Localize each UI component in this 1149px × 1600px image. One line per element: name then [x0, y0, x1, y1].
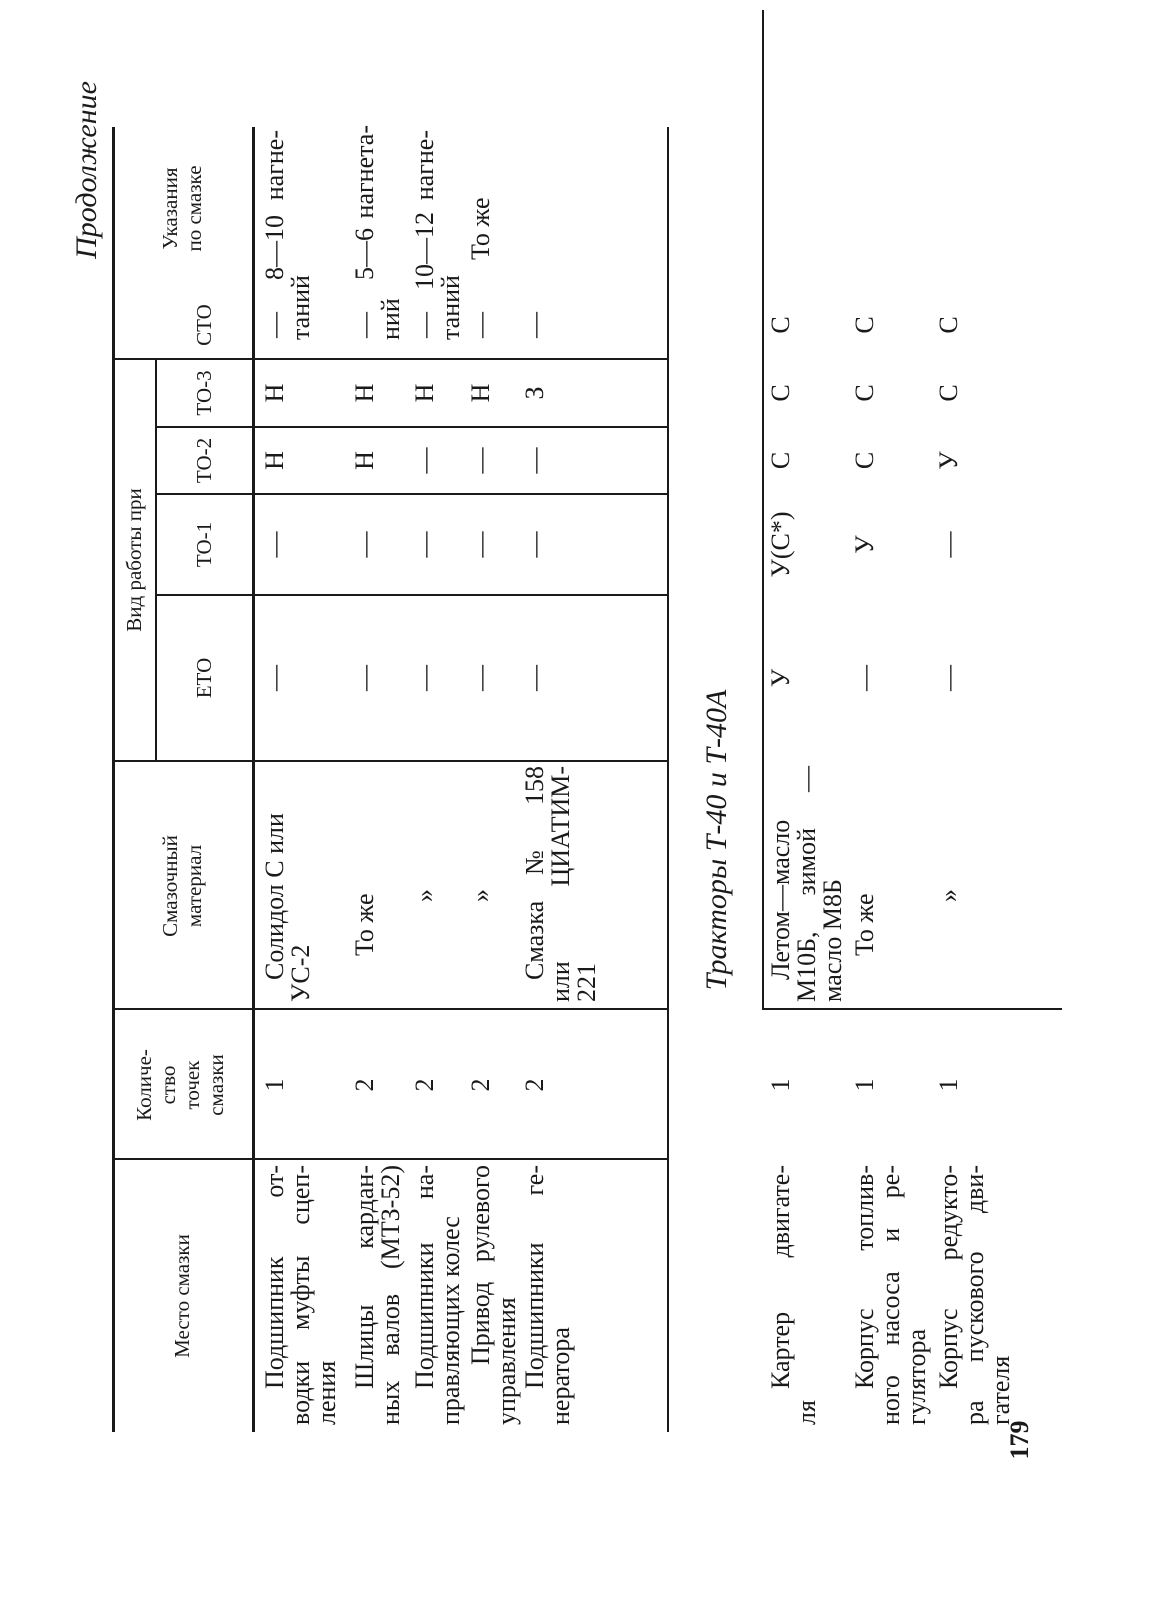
bottom-row-1-sto: С	[766, 316, 795, 334]
section-title: Тракторы Т-40 и Т-40А	[700, 689, 733, 991]
continuation-label: Продолжение	[70, 81, 103, 259]
header-notes: Указания по смазке	[158, 165, 206, 252]
table-top-rule	[112, 127, 115, 1432]
header-count: Количе- ство точек смазки	[132, 1049, 228, 1121]
row-5-eto: —	[520, 665, 549, 691]
row-5-to2: —	[520, 447, 549, 474]
bottom-row-1-to1: У(С*)	[766, 511, 795, 578]
bottom-row-1-place: Картер двигате- ля	[766, 1165, 821, 1425]
bottom-row-2-to1: У	[850, 535, 879, 554]
bottom-row-1-to2: С	[766, 451, 795, 470]
row-2-to1: —	[350, 531, 379, 558]
row-3-eto: —	[410, 665, 439, 691]
bottom-col-divider-1	[762, 1008, 1062, 1010]
row-3-place: Подшипники на- правляющих колес	[410, 1165, 465, 1425]
bottom-row-3-sto: С	[934, 316, 963, 334]
row-5-count: 2	[520, 1078, 549, 1092]
row-4-to3: Н	[466, 383, 495, 403]
page-number: 179	[1005, 1420, 1034, 1460]
bottom-row-3-count: 1	[934, 1078, 963, 1092]
bottom-row-3-material: »	[934, 889, 963, 902]
col-divider-6	[155, 426, 667, 428]
row-1-to1: —	[260, 531, 289, 558]
row-3-to3: Н	[410, 383, 439, 403]
bottom-row-3-to1: —	[934, 531, 963, 558]
header-sto: СТО	[192, 304, 216, 346]
bottom-row-3-place: Корпус редукто- ра пускового дви- гателя	[934, 1165, 1015, 1425]
row-4-to1: —	[466, 531, 495, 558]
header-to1: ТО-1	[192, 521, 216, 568]
row-3-note: 10—12 нагне- таний	[410, 130, 465, 340]
row-5-to1: —	[520, 531, 549, 558]
row-4-count: 2	[466, 1078, 495, 1092]
row-5-sto: —	[520, 312, 549, 338]
bottom-row-2-material: То же	[850, 893, 879, 956]
col-divider-3	[112, 760, 667, 762]
row-1-sto: —	[260, 312, 289, 338]
row-2-note: 5—6 нагнета- ний	[350, 125, 405, 340]
row-5-place: Подшипники ге- нератора	[520, 1165, 575, 1425]
row-1-eto: —	[260, 665, 289, 691]
row-2-to3: Н	[350, 383, 379, 403]
col-divider-1	[112, 1158, 667, 1160]
bottom-row-3-to3: С	[934, 384, 963, 402]
header-bottom-rule	[252, 127, 255, 1432]
bottom-row-2-sto: С	[850, 316, 879, 334]
col-divider-4	[155, 594, 667, 596]
row-1-note: 8—10 нагне- таний	[260, 130, 315, 340]
header-eto: ЕТО	[192, 657, 216, 699]
header-work-type: Вид работы при	[122, 488, 146, 632]
row-1-material: Солидол С или УС-2	[260, 813, 315, 1002]
bottom-row-2-eto: —	[850, 665, 879, 691]
bottom-row-1-count: 1	[766, 1078, 795, 1092]
bottom-row-2-place: Корпус топлив- ного насоса и ре- гулятора	[850, 1165, 931, 1425]
row-1-place: Подшипник от- водки муфты сцеп- ления	[260, 1165, 341, 1425]
row-4-sto: —	[466, 312, 495, 338]
bottom-row-1-to3: С	[766, 384, 795, 402]
row-4-place: Привод рулевого управления	[466, 1165, 521, 1425]
row-4-to2: —	[466, 447, 495, 474]
row-5-to3: З	[520, 386, 549, 400]
row-2-to2: Н	[350, 451, 379, 470]
row-3-to1: —	[410, 531, 439, 558]
row-2-material: То же	[350, 893, 379, 956]
header-place: Место смазки	[170, 1234, 194, 1358]
header-to2: ТО-2	[192, 437, 216, 484]
bottom-row-2-to3: С	[850, 384, 879, 402]
row-3-count: 2	[410, 1078, 439, 1092]
row-2-eto: —	[350, 665, 379, 691]
row-1-count: 1	[260, 1078, 289, 1092]
top-table-bottom-rule	[667, 127, 669, 1432]
row-1-to3: Н	[260, 383, 289, 403]
col-divider-5	[155, 493, 667, 495]
bottom-table-top-rule	[762, 10, 764, 1010]
row-4-note: То же	[466, 197, 495, 260]
bottom-row-2-count: 1	[850, 1078, 879, 1092]
row-3-sto: —	[410, 312, 439, 338]
header-material: Смазочный материал	[158, 835, 206, 937]
row-5-material: Смазка № 158 или ЦИАТИМ- 221	[520, 766, 601, 1002]
row-2-sto: —	[350, 312, 379, 338]
bottom-row-2-to2: С	[850, 451, 879, 470]
bottom-row-1-eto: У	[766, 668, 795, 688]
row-4-eto: —	[466, 665, 495, 691]
col-divider-2	[112, 1008, 667, 1010]
row-3-to2: —	[410, 447, 439, 474]
header-to3: ТО-3	[192, 370, 216, 416]
row-3-material: »	[410, 889, 439, 902]
row-2-count: 2	[350, 1078, 379, 1092]
bottom-row-3-eto: —	[934, 665, 963, 691]
work-type-rule	[155, 360, 157, 760]
row-2-place: Шлицы кардан- ных валов (МТЗ-52)	[350, 1165, 405, 1425]
bottom-row-1-material: Летом—масло М10Б, зимой — масло М8Б	[766, 766, 847, 1002]
bottom-row-3-to2: У	[934, 451, 963, 470]
row-4-material: »	[466, 889, 495, 902]
row-1-to2: Н	[260, 451, 289, 470]
